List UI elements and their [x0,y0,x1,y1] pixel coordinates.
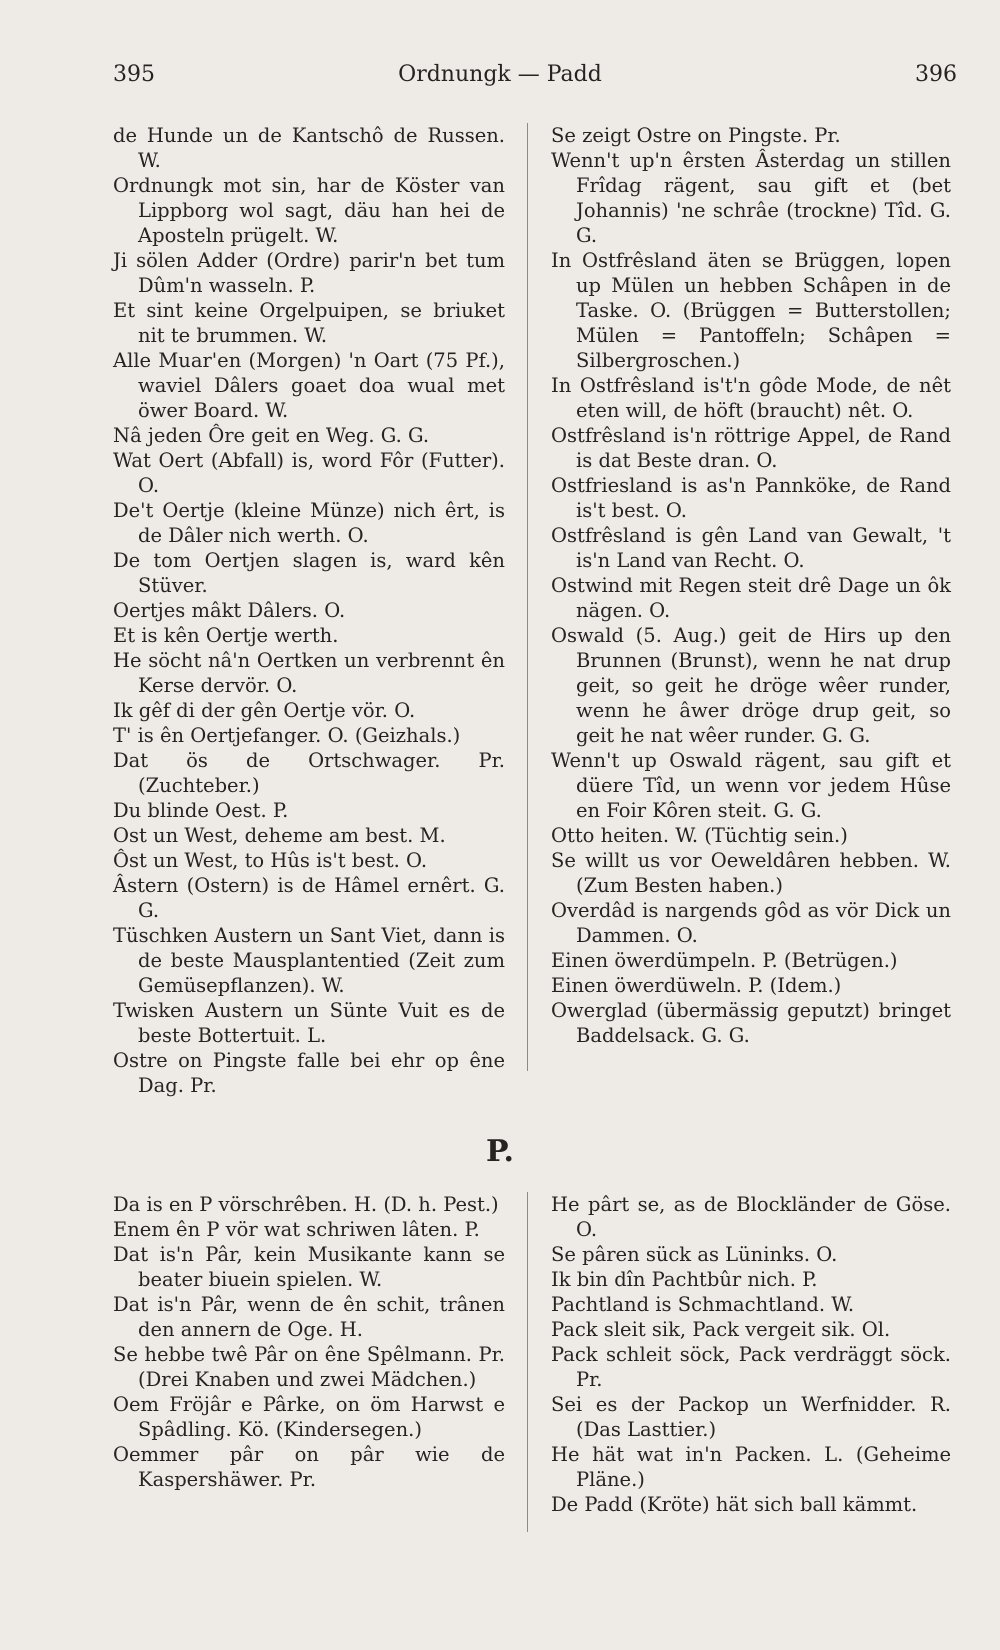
proverb-entry: De Padd (Kröte) hät sich ball kämmt. [551,1493,918,1516]
proverb-entry: Ordnungk mot sin, har de Köster van Lippborg wol sagt, däu han hei de Aposteln prügelt. W. [113,174,505,247]
proverb-entry: Overdâd is nargends gôd as vör Dick un Dammen. O. [551,899,951,947]
proverb-entry: Et is kên Oertje werth. [113,624,339,647]
top-left-column [113,123,505,1098]
proverb-entry: Wat Oert (Abfall) is, word Fôr (Futter). O. [113,449,505,497]
running-header [0,62,1000,92]
proverb-entry: In Ostfrêsland äten se Brüggen, lopen up Mülen un hebben Schâpen in de Taske. O. (Brüggen = Butterstollen; Mülen = Pantoffeln; Schâpen = Silbergroschen.) [551,249,951,372]
proverb-entry: Oertjes mâkt Dâlers. O. [113,599,346,622]
proverb-entry: Se willt us vor Oeweldâren hebben. W. (Zum Besten haben.) [551,849,951,897]
proverb-entry: Se zeigt Ostre on Pingste. Pr. [551,124,841,147]
proverb-entry: He pârt se, as de Blockländer de Göse. O. [551,1193,951,1241]
proverb-entry: Da is en P vörschrêben. H. (D. h. Pest.) [113,1193,499,1216]
proverb-entry: T' is ên Oertjefanger. O. (Geizhals.) [113,724,461,747]
proverb-entry: Nâ jeden Ôre geit en Weg. G. G. [113,424,430,447]
proverb-entry: Twisken Austern un Sünte Vuit es de beste Bottertuit. L. [113,999,505,1047]
proverb-entry: Ji sölen Adder (Ordre) parir'n bet tum Dûm'n wasseln. P. [113,249,505,297]
proverb-entry: Sei es der Packop un Werfnidder. R. (Das Lasttier.) [551,1393,951,1441]
proverb-entry: Pack schleit söck, Pack verdräggt söck. Pr. [551,1343,951,1391]
top-right-column [551,123,951,1048]
proverb-entry: Ostfrêsland is'n röttrige Appel, de Rand is dat Beste dran. O. [551,424,951,472]
proverb-entry: Se hebbe twê Pâr on êne Spêlmann. Pr. (Drei Knaben und zwei Mädchen.) [113,1343,505,1391]
proverb-entry: Wenn't up Oswald rägent, sau gift et düere Tîd, un wenn vor jedem Hûse en Foir Kôren steit. G. G. [551,749,951,822]
proverb-entry: He hät wat in'n Packen. L. (Geheime Pläne.) [551,1443,951,1491]
section-heading-letter: P. [485,1134,515,1169]
proverb-entry: Ik gêf di der gên Oertje vör. O. [113,699,416,722]
proverb-entry: Einen öwerdüweln. P. (Idem.) [551,974,842,997]
proverb-entry: Âstern (Ostern) is de Hâmel ernêrt. G. G. [113,874,505,922]
bottom-right-column [551,1192,951,1517]
proverb-entry: Otto heiten. W. (Tüchtig sein.) [551,824,848,847]
proverb-entry: Enem ên P vör wat schriwen lâten. P. [113,1218,480,1241]
proverb-entry: Ostfrêsland is gên Land van Gewalt, 't is'n Land van Recht. O. [551,524,951,572]
proverb-entry: Pachtland is Schmachtland. W. [551,1293,855,1316]
proverb-entry: Alle Muar'en (Morgen) 'n Oart (75 Pf.), waviel Dâlers goaet doa wual met öwer Board. W. [113,349,505,422]
proverb-entry: Et sint keine Orgelpuipen, se briuket nit te brummen. W. [113,299,505,347]
proverb-entry: Du blinde Oest. P. [113,799,289,822]
proverb-entry: Ôst un West, to Hûs is't best. O. [113,849,428,872]
proverb-entry: Se pâren sück as Lüninks. O. [551,1243,838,1266]
proverb-entry: Dat is'n Pâr, kein Musikante kann se beater biuein spielen. W. [113,1243,505,1291]
proverb-entry: De tom Oertjen slagen is, ward kên Stüver. [113,549,505,597]
proverb-entry: Tüschken Austern un Sant Viet, dann is de beste Mausplantentied (Zeit zum Gemüsepflanzen). W. [113,924,505,997]
proverb-entry: He söcht nâ'n Oertken un verbrennt ên Kerse dervör. O. [113,649,505,697]
running-title: Ordnungk — Padd [398,62,602,87]
proverb-entry: Pack sleit sik, Pack vergeit sik. Ol. [551,1318,891,1341]
proverb-entry: de Hunde un de Kantschô de Russen. W. [113,124,505,172]
bottom-left-column [113,1192,505,1492]
proverb-entry: Owerglad (übermässig geputzt) bringet Baddelsack. G. G. [551,999,951,1047]
column-divider [527,123,528,1071]
proverb-entry: In Ostfrêsland is't'n gôde Mode, de nêt eten will, de höft (braucht) nêt. O. [551,374,951,422]
proverb-entry: Oem Fröjâr e Pârke, on öm Harwst e Spâdling. Kö. (Kindersegen.) [113,1393,505,1441]
proverb-entry: Ost un West, deheme am best. M. [113,824,446,847]
proverb-entry: Ostwind mit Regen steit drê Dage un ôk nägen. O. [551,574,951,622]
proverb-entry: Dat ös de Ortschwager. Pr. (Zuchteber.) [113,749,505,797]
proverb-entry: Ik bin dîn Pachtbûr nich. P. [551,1268,818,1291]
proverb-entry: Ostfriesland is as'n Pannköke, de Rand is't best. O. [551,474,951,522]
proverb-entry: Ostre on Pingste falle bei ehr op êne Dag. Pr. [113,1049,505,1097]
proverb-entry: Oemmer pâr on pâr wie de Kaspershäwer. Pr. [113,1443,505,1491]
column-divider [527,1192,528,1532]
proverb-entry: De't Oertje (kleine Münze) nich êrt, is de Dâler nich werth. O. [113,499,505,547]
page-number-right: 396 [915,62,957,87]
page-number-left: 395 [113,62,155,87]
proverb-entry: Oswald (5. Aug.) geit de Hirs up den Brunnen (Brunst), wenn he nat drup geit, so geit he dröge wêer runder, wenn he âwer dröge drup geit, so geit he nat wêer runder. G. G. [551,624,951,747]
proverb-entry: Wenn't up'n êrsten Âsterdag un stillen Frîdag rägent, sau gift et (bet Johannis) 'ne schrâe (trockne) Tîd. G. G. [551,149,951,247]
proverb-entry: Dat is'n Pâr, wenn de ên schit, trânen den annern de Oge. H. [113,1293,505,1341]
proverb-entry: Einen öwerdümpeln. P. (Betrügen.) [551,949,898,972]
